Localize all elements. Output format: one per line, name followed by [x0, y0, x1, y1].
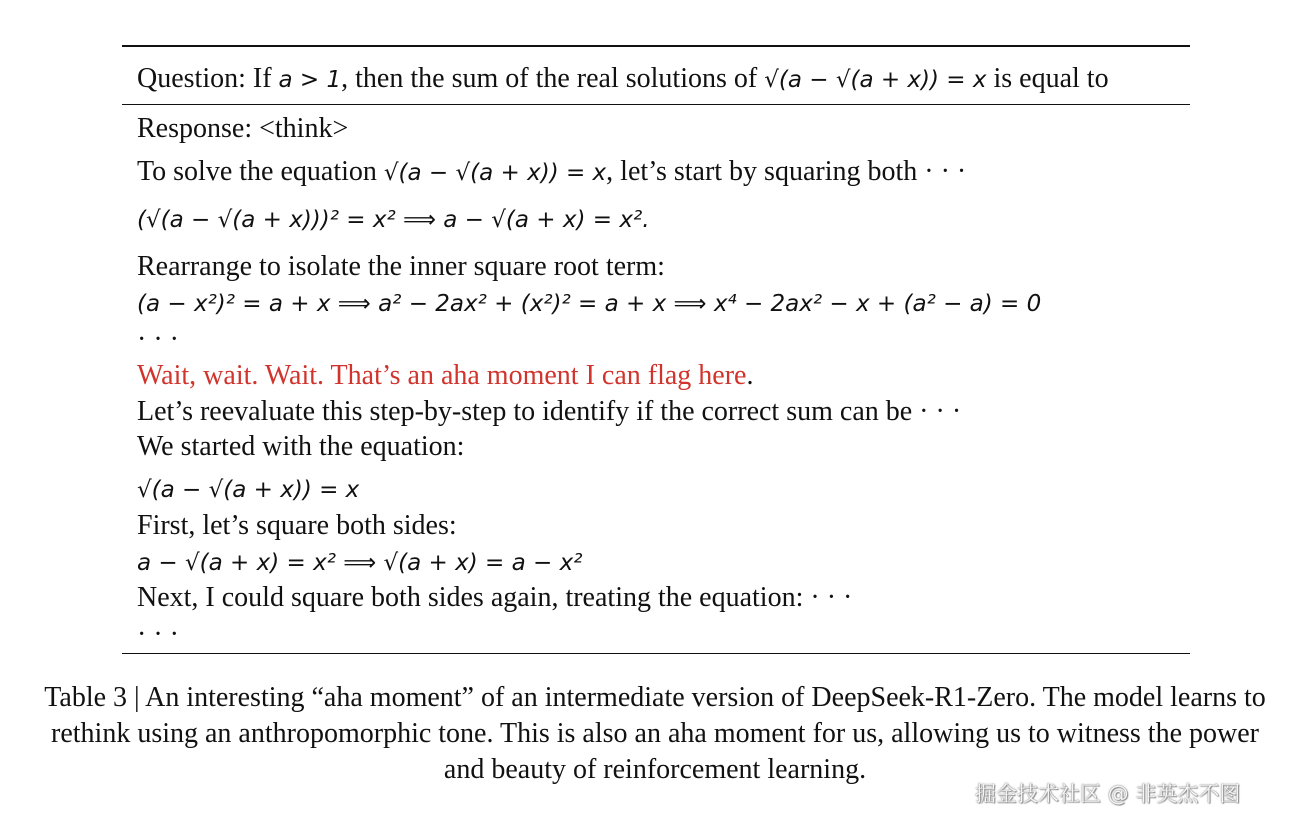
response-line-8 [137, 472, 359, 507]
ellipsis-1: · · · [137, 324, 179, 355]
equation-8: √(a − √(a + x)) = x [137, 477, 360, 503]
aha-text: Wait, wait. Wait. That’s an aha moment I can flag here [137, 360, 747, 391]
response-line-1: To solve the equation √(a − √(a + x)) = x, let’s start by squaring both · · · [137, 156, 967, 187]
table-bottom-rule [122, 653, 1190, 654]
response-line-2 [137, 202, 650, 237]
response-line-7: We started with the equation: [137, 431, 465, 462]
question-line: Question: If a > 1, then the sum of the real solutions of √(a − √(a + x)) = x is equal to [137, 63, 1109, 94]
response-line-6: Let’s reevaluate this step-by-step to identify if the correct sum can be · · · [137, 396, 962, 427]
equation-4: (a − x²)² = a + x ⟹ a² − 2ax² + (x²)² = a + x ⟹ x⁴ − 2ax² − x + (a² − a) = 0 [137, 291, 1042, 317]
response-line-10 [137, 545, 582, 580]
aha-line: Wait, wait. Wait. That’s an aha moment I can flag here. [137, 360, 754, 391]
response-line-4 [137, 286, 1041, 321]
response-line-11: Next, I could square both sides again, treating the equation: · · · [137, 582, 853, 613]
question-condition: a > 1 [278, 67, 342, 93]
table-caption: Table 3 | An interesting “aha moment” of an intermediate version of DeepSeek-R1-Zero. The model learns to rethink using an anthropomorphic tone. This is also an aha moment for us, allowing us to witness the power and beauty of reinforcement learning. [44, 682, 1266, 785]
response-line-9: First, let’s square both sides: [137, 510, 457, 541]
equation-10: a − √(a + x) = x² ⟹ √(a + x) = a − x² [137, 550, 583, 576]
response-label: Response: <think> [137, 113, 349, 144]
watermark-text: 掘金技术社区 @ 非英杰不图 [975, 782, 1241, 806]
response-line-3: Rearrange to isolate the inner square root term: [137, 251, 665, 282]
table-header-rule [122, 104, 1190, 105]
table-top-rule [122, 45, 1190, 47]
ellipsis-2: · · · [137, 619, 179, 650]
equation-2: (√(a − √(a + x)))² = x² ⟹ a − √(a + x) = x². [137, 207, 650, 233]
equation-1: √(a − √(a + x)) = x [383, 160, 607, 186]
question-equation: √(a − √(a + x)) = x [764, 67, 987, 93]
